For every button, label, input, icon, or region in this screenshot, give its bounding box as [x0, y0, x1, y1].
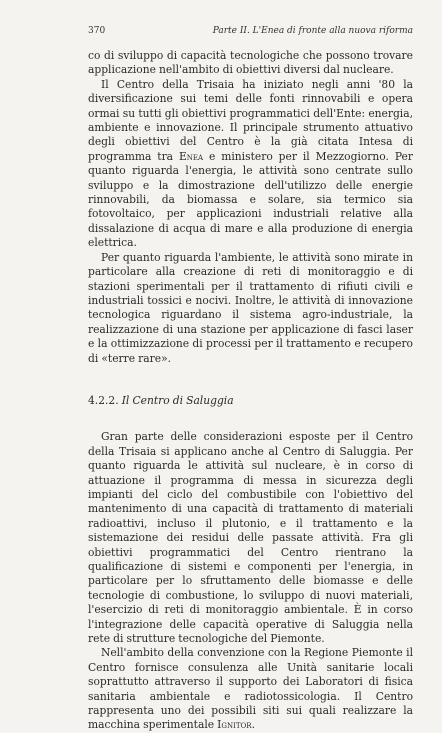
paragraphs-top: [88, 49, 413, 366]
paragraph: [88, 646, 413, 732]
section-heading: [88, 394, 413, 408]
paragraphs-bottom: [88, 430, 413, 733]
page-body: [88, 49, 413, 733]
paragraph-text: Il Centro della Trisaia ha iniziato negli anni '80 la diversificazione sui temi delle fonti rinnovabili e opera ormai su tutti gli obiettivi programmatici dell'Ente: energia, ambiente e innovazione. Il principale strumento attuativo degli obiettivi del Centro è la già citata Intesa di programma tra: [88, 77, 413, 163]
section-number: 4.2.2.: [88, 393, 119, 407]
running-title: Parte II. L'Enea di fronte alla nuova riforma: [212, 26, 413, 36]
section-title: Il Centro di Saluggia: [121, 393, 234, 407]
page-number: 370: [88, 26, 106, 36]
small-caps-text: Ignitor: [217, 718, 252, 732]
paragraph-text: e ministero per il Mezzogiorno. Per quanto riguarda l'energia, le attività sono centrate sullo sviluppo e la dimostrazione dell'utilizzo delle energie rinnovabili, da biomassa e solare, sia termico sia fotovoltaico, per applicazioni industriali relative alla dissalazione di acqua di mare e alla produzione di energia elettrica.: [88, 149, 413, 250]
paragraph: [88, 430, 413, 646]
paragraph: [88, 49, 413, 78]
small-caps-text: Enea: [178, 149, 204, 163]
paragraph: [88, 78, 413, 251]
paragraph-text: co di sviluppo di capacità tecnologiche che possono trovare applicazione nell'ambito di obiettivi diversi dal nucleare.: [88, 49, 413, 77]
paragraph-text: .: [251, 718, 255, 732]
paragraph-text: Per quanto riguarda l'ambiente, le attività sono mirate in particolare alla creazione di reti di monitoraggio e di stazioni sperimentali per il trattamento di rifiuti civili e industriali tossici e nocivi. Inoltre, le attività di innovazione tecnologica riguardano il sistema agro-industriale, la realizzazione di una stazione per applicazione di fasci laser e la ottimizzazione di processi per il trattamento e recupero di «terre rare».: [88, 250, 413, 365]
paragraph: [88, 251, 413, 366]
page-header: [88, 26, 413, 36]
paragraph-text: Gran parte delle considerazioni esposte per il Centro della Trisaia si applicano anche al Centro di Saluggia. Per quanto riguarda le attività sul nucleare, è in corso di attuazione il programma di messa in sicurezza degli impianti del ciclo del combustibile con l'obiettivo del mantenimento di una capacità di trattamento di materiali radioattivi, incluso il plutonio, e il trattamento e la sistemazione dei residui delle passate attività. Fra gli obiettivi programmatici del Centro rientrano la qualificazione di sistemi e componenti per l'energia, in particolare per lo sfruttamento delle biomasse e delle tecnologie di combustione, lo sviluppo di nuovi materiali, l'esercizio di reti di monitoraggio ambientale. È in corso l'integrazione delle capacità operative di Saluggia nella rete di strutture tecnologiche del Piemonte.: [88, 430, 413, 646]
paragraph-text: Nell'ambito della convenzione con la Regione Piemonte il Centro fornisce consulenza alle Unità sanitarie locali soprattutto attraverso il supporto dei Laboratori di fisica sanitaria ambientale e radiotossicologia. Il Centro rappresenta uno dei possibili siti sui quali realizzare la macchina sperimentale: [88, 646, 413, 732]
